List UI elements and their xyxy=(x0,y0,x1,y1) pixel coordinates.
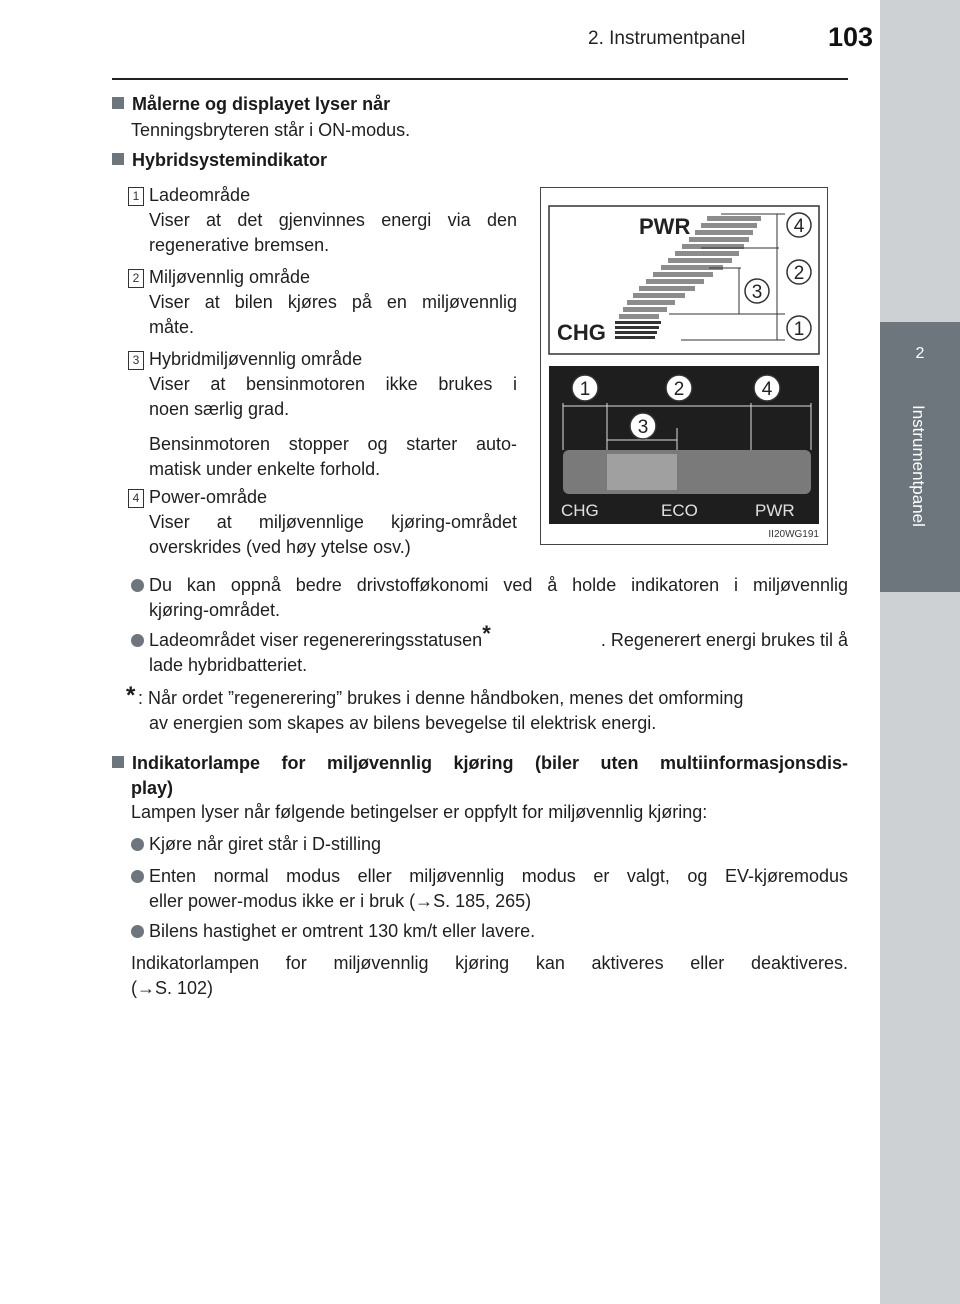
item-3-desc-line1: Viser at bensinmotoren ikke brukes i xyxy=(149,374,517,394)
heading-hybrid xyxy=(112,150,327,171)
bottom-bar xyxy=(563,450,811,494)
item-1-desc-line2: regenerative bremsen. xyxy=(149,235,330,255)
square-bullet-icon xyxy=(112,153,124,165)
hybrid-indicator-illustration xyxy=(541,188,827,544)
item-3-extra-line2: matisk under enkelte forhold. xyxy=(149,459,381,479)
bullet-icon xyxy=(131,870,144,883)
side-tab-lower xyxy=(880,592,960,1304)
heading-hybrid-text: Hybridsystemindikator xyxy=(132,150,328,170)
item-2-title: Miljøvennlig område xyxy=(149,267,311,287)
heading-eco-lamp-line2: play) xyxy=(131,778,174,798)
square-bullet-icon xyxy=(112,756,124,768)
eco-bullet-2-line2: eller power-modus ikke er i bruk (→S. 185, 265) xyxy=(149,891,532,911)
top-callout-3: 3 xyxy=(751,282,763,303)
bullet-icon xyxy=(131,634,144,647)
item-1 xyxy=(149,183,517,258)
item-2-desc-line2: måte. xyxy=(149,317,195,337)
bottom-bar-eco-zone xyxy=(607,454,677,490)
item-number-2: 2 xyxy=(128,269,144,288)
footnote-line1: : Når ordet ”regenerering” brukes i denne håndboken, menes det omforming xyxy=(138,688,744,708)
item-2 xyxy=(149,265,517,340)
item-1-desc-line1: Viser at det gjenvinnes energi via den xyxy=(149,210,517,230)
top-callout-1: 1 xyxy=(793,319,805,340)
item-number-3: 3 xyxy=(128,351,144,370)
bottom-callout-1: 1 xyxy=(579,379,591,400)
bottom-callout-2: 2 xyxy=(673,379,685,400)
square-bullet-icon xyxy=(112,97,124,109)
hybrid-bullet-1-line1: Du kan oppnå bedre drivstofføkonomi ved å holde indikatoren i miljøvennlig xyxy=(149,575,848,595)
bottom-callout-3: 3 xyxy=(637,417,649,438)
item-1-title: Ladeområde xyxy=(149,185,251,205)
eco-bullet-2-line1: Enten normal modus eller miljøvennlig modus er valgt, og EV-kjøremodus xyxy=(149,866,848,886)
hybrid-bullet-2-text-b: . Regenerert energi brukes til å xyxy=(600,630,848,650)
item-number-1: 1 xyxy=(128,187,144,206)
eco-lamp-intro: Lampen lyser når følgende betingelser er oppfylt for miljøvennlig kjøring: xyxy=(131,802,708,822)
bar-label-eco: ECO xyxy=(661,501,698,520)
eco-bullet-3: Bilens hastighet er omtrent 130 km/t eller lavere. xyxy=(149,921,536,941)
eco-bullet-1: Kjøre når giret står i D-stilling xyxy=(149,834,382,854)
chapter-number: 2 xyxy=(915,345,925,362)
top-callout-2: 2 xyxy=(793,263,805,284)
item-4-desc-line2: overskrides (ved høy ytelse osv.) xyxy=(149,537,411,557)
item-3 xyxy=(149,347,517,482)
hybrid-bullet-2 xyxy=(149,621,848,678)
item-3-extra-line1: Bensinmotoren stopper og starter auto- xyxy=(149,434,517,454)
hybrid-indicator-figure xyxy=(540,187,828,545)
bullet-icon xyxy=(131,838,144,851)
hybrid-bullet-2-text-a: Ladeområdet viser regenereringsstatusen xyxy=(149,630,483,650)
heading-lights xyxy=(112,94,390,115)
item-4-desc-line1: Viser at miljøvennlige kjøring-området xyxy=(149,512,517,532)
eco-lamp-outro-line1: Indikatorlampen for miljøvennlig kjøring kan aktiveres eller deaktiveres. xyxy=(131,953,848,973)
figure-code: II20WG191 xyxy=(768,529,819,540)
item-2-desc-line1: Viser at bilen kjøres på en miljøvennlig xyxy=(149,292,517,312)
hybrid-bullet-1-line2: kjøring-området. xyxy=(149,600,281,620)
page-number: 103 xyxy=(828,22,874,52)
bar-label-chg: CHG xyxy=(561,501,599,520)
heading-lights-text: Målerne og displayet lyser når xyxy=(132,94,391,114)
item-4 xyxy=(149,485,517,560)
eco-lamp-outro xyxy=(131,951,848,1001)
running-header-section: 2. Instrumentpanel xyxy=(588,28,746,49)
item-3-desc-line2: noen særlig grad. xyxy=(149,399,290,419)
bar-label-pwr: PWR xyxy=(755,501,795,520)
hybrid-bullet-1 xyxy=(149,573,848,623)
bottom-callout-4: 4 xyxy=(761,379,773,400)
chapter-label: Instrumentpanel xyxy=(909,405,928,527)
gauge-label-pwr: PWR xyxy=(639,214,691,239)
item-3-title: Hybridmiljøvennlig område xyxy=(149,349,363,369)
item-number-4: 4 xyxy=(128,489,144,508)
bullet-icon xyxy=(131,925,144,938)
side-tab-upper xyxy=(880,0,960,322)
eco-lamp-outro-line2: (→S. 102) xyxy=(131,978,214,998)
hybrid-bullet-2-line2: lade hybridbatteriet. xyxy=(149,655,308,675)
gauge-label-chg: CHG xyxy=(557,320,606,345)
top-callout-4: 4 xyxy=(793,216,805,237)
chapter-side-tab xyxy=(880,0,960,1304)
footnote-line2: av energien som skapes av bilens bevegelse til elektrisk energi. xyxy=(149,713,657,733)
bullet-icon xyxy=(131,579,144,592)
lights-text: Tenningsbryteren står i ON-modus. xyxy=(131,120,411,140)
eco-bullet-2 xyxy=(149,864,848,914)
header-rule xyxy=(112,78,848,80)
footnote-marker: * xyxy=(482,621,491,646)
chapter-label-wrap xyxy=(908,405,932,565)
item-4-title: Power-område xyxy=(149,487,268,507)
heading-eco-lamp xyxy=(112,751,848,801)
hybrid-bullet-2-line1 xyxy=(149,621,848,653)
footnote-star: * xyxy=(126,682,136,709)
heading-eco-lamp-line1-wrap xyxy=(112,751,848,776)
heading-eco-lamp-line1: Indikatorlampe for miljøvennlig kjøring (biler uten multiinformasjonsdis- xyxy=(132,753,848,773)
